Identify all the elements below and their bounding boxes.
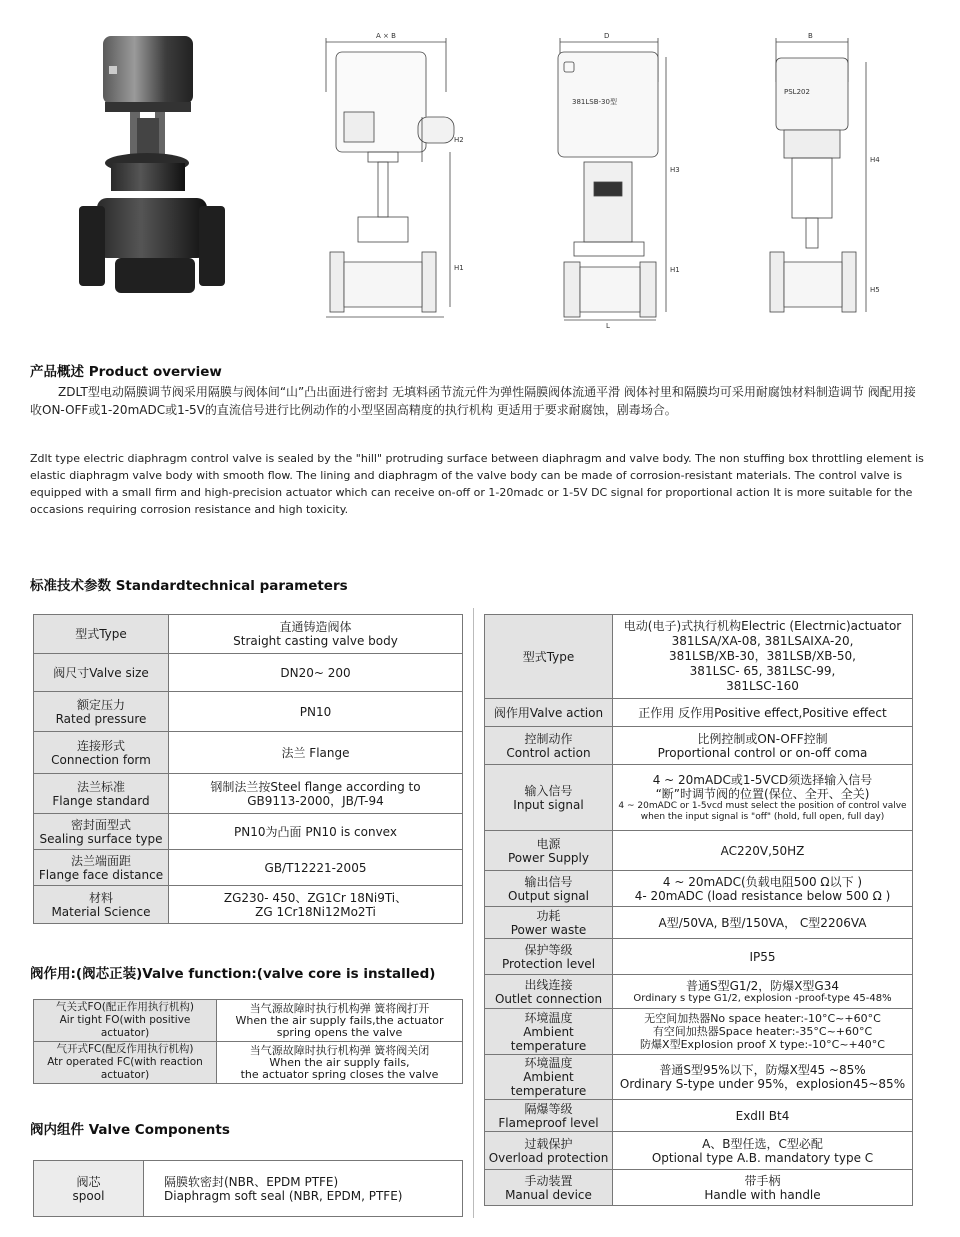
param-label: 型式Type [75, 627, 127, 641]
param-value: A型/50VA, B型/150VA， C型2206VA [658, 915, 867, 930]
table-row [485, 871, 913, 907]
param-note: Ordinary s type G1/2, explosion -proof-type 45-48% [633, 993, 892, 1004]
param-value: Optional type A.B. mandatory type C [651, 1150, 874, 1165]
param-label: Connection form [51, 752, 151, 767]
param-label: Flameproof level [498, 1115, 599, 1130]
param-label: Power Supply [508, 850, 589, 865]
param-value: Ordinary S-type under 95%，explosion45~85% [619, 1077, 906, 1091]
param-label: 阀作用Valve action [493, 705, 604, 720]
param-label: 阀尺寸Valve size [53, 665, 149, 680]
svg-text:PSL202: PSL202 [784, 88, 810, 96]
param-note: when the input signal is "off" (hold, full open, full day) [640, 811, 885, 822]
param-value: 带手柄 [744, 1173, 781, 1188]
param-value: AC220V,50HZ [720, 843, 805, 858]
standard-params-heading: 标准技术参数 Standardtechnical parameters [30, 578, 348, 594]
table-row [485, 975, 913, 1009]
valve-components-heading: 阀内组件 Valve Components [30, 1122, 230, 1138]
param-label: Ambient temperature [510, 1024, 587, 1053]
param-label: 过载保护 [524, 1136, 573, 1151]
param-label: 手动装置 [524, 1173, 573, 1188]
table-row [485, 831, 913, 871]
table-row [485, 1132, 913, 1170]
table-row [34, 732, 463, 774]
param-label: 材料 [88, 890, 113, 905]
overview-text-cn: ZDLT型电动隔膜调节阀采用隔膜与阀体间“山”凸出面进行密封 无填料函节流元件为弹性隔膜阀体流通平滑 阀体衬里和隔膜均可采用耐腐蚀材料制造调节 阀配用接收ON-OFF或1-20mADC或1-5V的直流信号进行比例动作的小型坚固高精度的执行机构 更适用于要求耐腐蚀，剧毒场合。 [30, 385, 916, 417]
product-overview-heading: 产品概述 Product overview [30, 364, 222, 380]
param-label: Material Science [51, 904, 151, 919]
param-value: DN20~ 200 [280, 665, 351, 680]
param-value: 无空间加热器No space heater:-10°C~+60°C [644, 1012, 881, 1025]
actuator-params-table [484, 614, 913, 1206]
param-value: ZG 1Cr18Ni12Mo2Ti [255, 904, 376, 919]
dimension-drawing-side [554, 22, 689, 330]
param-label: 功耗 [536, 908, 561, 923]
param-label: Flange standard [52, 793, 150, 808]
param-label: 出线连接 [524, 977, 573, 992]
param-value: A、B型任选，C型必配 [702, 1136, 823, 1151]
param-label: Manual device [505, 1187, 592, 1202]
svg-text:H5: H5 [870, 286, 880, 294]
param-label: 气关式FO(配正作用执行机构) [56, 1001, 194, 1013]
param-value: 钢制法兰按Steel flange according to [210, 779, 421, 794]
param-label: Ambient temperature [510, 1070, 587, 1098]
param-value: 普通S型95%以下，防爆X型45 ~85% [659, 1063, 866, 1077]
param-label: 法兰标准 [76, 779, 125, 794]
param-value: 4- 20mADC (load resistance below 500 Ω ) [634, 888, 891, 903]
param-label: Protection level [501, 956, 596, 971]
dimension-drawing-compact [762, 22, 882, 322]
param-value: ExdII Bt4 [735, 1108, 790, 1123]
param-value: Proportional control or on-off coma [657, 745, 868, 760]
param-label: Control action [506, 745, 591, 760]
svg-text:H2: H2 [454, 136, 464, 144]
table-row [485, 765, 913, 831]
table-row [34, 1042, 463, 1084]
table-row [485, 1009, 913, 1055]
overview-text-en: Zdlt type electric diaphragm control valve is sealed by the "hill" protruding surface between diaphragm and valve body. The non stuffing box throttling element is elastic diaphragm valve body with smooth flow. The lining and diaphragm of the valve body can be made of corrosion-resistant materials. The control valve is equipped with a small firm and high-precision actuator which can receive on-off or 1-20madc or 1-5V DC signal for proportional action It is more suitable for the occasions requiring corrosion resistance and high toxicity. [30, 452, 924, 516]
param-value: “断”时调节阀的位置(保位、全开、全关) [655, 786, 870, 801]
param-value: 有空间加热器Space heater:-35°C~+60°C [652, 1025, 873, 1038]
param-value: PN10 [299, 704, 332, 719]
table-row [34, 886, 463, 924]
svg-text:381LSB-30型: 381LSB-30型 [572, 98, 617, 106]
param-value: 电动(电子)式执行机构Electric (Electrnic)actuator [623, 619, 902, 633]
table-row [34, 615, 463, 654]
table-row [34, 692, 463, 732]
param-label: 输出信号 [524, 874, 573, 889]
param-value: 正作用 反作用Positive effect,Positive effect [638, 705, 887, 720]
table-row [485, 699, 913, 727]
param-value: GB9113-2000，JB/T-94 [247, 793, 384, 808]
param-value: 当气源故障时执行机构弹 簧将阀关闭 [249, 1043, 430, 1057]
param-label: 阀芯 [76, 1174, 101, 1189]
param-value: 4 ~ 20mADC或1-5VCD须选择输入信号 [652, 772, 873, 787]
valve-function-heading: 阀作用:(阀芯正装)Valve function:(valve core is installed) [30, 966, 436, 982]
param-value: GB/T12221-2005 [264, 860, 367, 875]
param-label: 连接形式 [76, 738, 125, 753]
param-label: Output signal [508, 888, 589, 903]
param-value: When the air supply fails,the actuator [235, 1013, 444, 1027]
table-row [485, 939, 913, 975]
param-value: 普通S型G1/2，防爆X型G34 [685, 979, 840, 993]
valve-function-table [33, 999, 463, 1084]
table-row [485, 727, 913, 765]
product-photo [75, 28, 235, 313]
table-row [34, 654, 463, 692]
column-divider [473, 608, 474, 1218]
table-row [34, 814, 463, 850]
param-label: Input signal [513, 797, 584, 812]
param-value: spring opens the valve [276, 1025, 403, 1039]
param-value: 法兰 Flange [281, 745, 350, 760]
param-value: When the air supply fails, [269, 1055, 410, 1069]
standard-params-table [33, 614, 463, 924]
param-value: Straight casting valve body [233, 634, 398, 648]
svg-text:H1: H1 [454, 264, 464, 272]
param-label: 密封面型式 [70, 817, 131, 832]
param-label: 环境温度 [524, 1056, 573, 1070]
table-row [485, 907, 913, 939]
param-label: Sealing surface type [39, 831, 163, 846]
param-value: 381LSB/XB-30，381LSB/XB-50, [669, 649, 856, 663]
svg-text:H1: H1 [670, 266, 680, 274]
param-value: ZG230- 450、ZG1Cr 18Ni9Ti、 [223, 890, 408, 905]
svg-text:D: D [604, 32, 610, 40]
param-label: 法兰端面距 [70, 853, 131, 868]
param-value: Handle with handle [704, 1187, 821, 1202]
param-label: 环境温度 [524, 1010, 573, 1025]
table-row [485, 615, 913, 699]
param-value: 直通铸造阀体 [279, 620, 352, 634]
param-label: 气开式FC(配反作用执行机构) [56, 1043, 194, 1055]
param-value: IP55 [749, 949, 776, 964]
param-label: Flange face distance [38, 867, 164, 882]
param-label: Atr operated FC(with reaction actuator) [47, 1056, 203, 1081]
param-label: Air tight FO(with positive actuator) [59, 1014, 191, 1039]
param-value: 381LSC-160 [726, 679, 799, 693]
param-value: 381LSC- 65, 381LSC-99, [689, 664, 836, 678]
dimension-drawing-front [318, 22, 468, 322]
table-row [485, 1170, 913, 1206]
param-value: the actuator spring closes the valve [240, 1067, 439, 1081]
table-row [34, 774, 463, 814]
param-label: Overload protection [488, 1150, 609, 1165]
svg-text:A × B: A × B [376, 32, 396, 40]
param-note: 4 ~ 20mADC or 1-5vcd must select the position of control valve [618, 800, 907, 811]
param-label: 输入信号 [524, 783, 573, 798]
param-value: PN10为凸面 PN10 is convex [234, 824, 397, 839]
valve-components-table [33, 1160, 463, 1217]
param-label: spool [72, 1188, 105, 1203]
param-value: 当气源故障时执行机构弹 簧将阀打开 [249, 1001, 430, 1015]
param-value: 比例控制或ON-OFF控制 [697, 731, 828, 746]
param-label: 隔爆等级 [524, 1101, 573, 1116]
param-value: Diaphragm soft seal (NBR, EPDM, PTFE) [164, 1188, 403, 1203]
param-label: Rated pressure [55, 711, 147, 726]
param-label: 保护等级 [524, 942, 573, 957]
table-row [34, 850, 463, 886]
param-label: 控制动作 [524, 731, 573, 746]
table-row [34, 1161, 463, 1217]
param-value: 隔膜软密封(NBR、EPDM PTFE) [164, 1174, 339, 1189]
svg-text:L: L [606, 322, 610, 330]
svg-text:H3: H3 [670, 166, 680, 174]
svg-text:B: B [808, 32, 813, 40]
table-row [34, 1000, 463, 1042]
param-label: 型式Type [522, 649, 575, 664]
table-row [485, 1100, 913, 1132]
param-label: Power waste [510, 922, 587, 937]
table-row [485, 1055, 913, 1100]
param-value: 防爆X型Explosion proof X type:-10°C~+40°C [640, 1038, 885, 1051]
param-label: Outlet connection [494, 991, 603, 1006]
param-label: 电源 [536, 836, 561, 851]
param-value: 4 ~ 20mADC(负载电阻500 Ω以下 ) [662, 874, 863, 889]
param-value: 381LSA/XA-08, 381LSAIXA-20, [671, 634, 854, 648]
svg-text:H4: H4 [870, 156, 880, 164]
param-label: 额定压力 [76, 697, 125, 712]
